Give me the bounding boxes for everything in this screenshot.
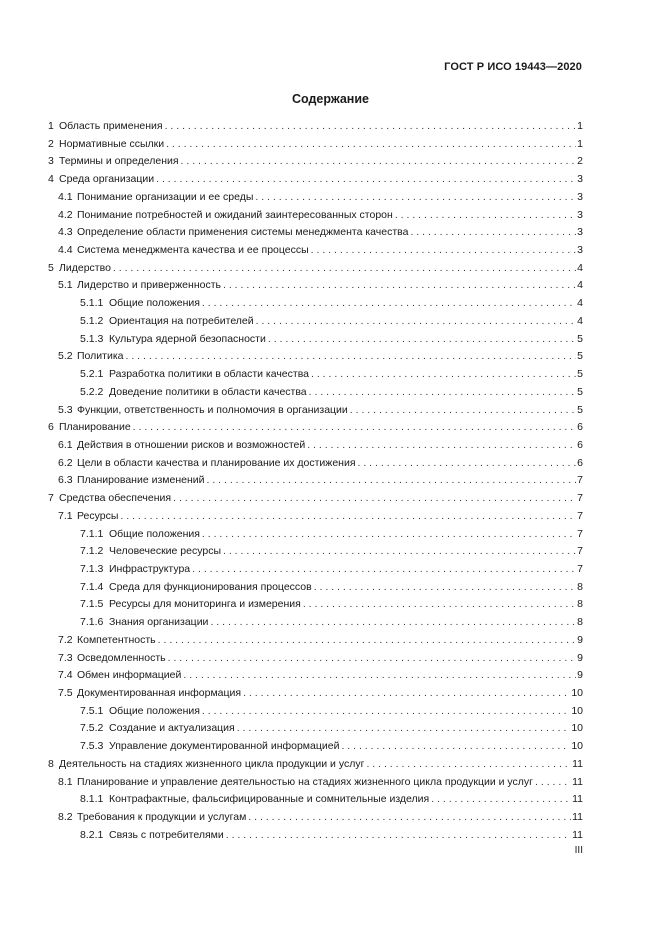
toc-entry-page: 3 (577, 173, 583, 186)
toc-entry-number: 4.1 (58, 190, 73, 203)
toc-entry-page: 1 (577, 137, 583, 150)
toc-entry-page: 1 (577, 120, 583, 132)
toc-entry-number: 7.4 (58, 669, 73, 682)
toc-entry-page: 4 (577, 279, 583, 292)
toc-entry-page: 7 (577, 509, 583, 522)
toc-entry[interactable] (48, 333, 583, 351)
toc-entry-page: 7 (577, 527, 583, 540)
toc-entry-page: 7 (577, 474, 583, 487)
toc-entry[interactable] (48, 155, 583, 173)
toc-entry-page: 11 (572, 811, 583, 824)
toc-entry[interactable] (48, 457, 583, 475)
toc-entry-label: Нормативные ссылки (59, 137, 165, 150)
toc-entry-number: 8.2.1 (80, 828, 104, 841)
toc-entry[interactable] (48, 598, 583, 616)
toc-entry[interactable] (48, 528, 583, 546)
toc-entry-number: 7.5.3 (80, 740, 104, 753)
toc-leader-dots (235, 722, 571, 734)
toc-entry-number: 8.2 (58, 811, 73, 824)
toc-entry-number: 8 (48, 757, 54, 770)
toc-entry-number: 7.1 (58, 509, 73, 522)
toc-entry-number: 7.1.3 (80, 562, 104, 575)
toc-entry-number: 4.3 (58, 226, 73, 239)
toc-entry-number: 8.1 (58, 775, 73, 788)
toc-entry-label: Инфраструктура (109, 562, 191, 575)
toc-entry-label: Лидерство (59, 261, 111, 274)
toc-leader-dots (309, 244, 576, 256)
toc-entry[interactable] (48, 616, 583, 634)
toc-entry-label: Планирование (59, 421, 131, 434)
toc-leader-dots (131, 421, 576, 433)
toc-entry-page: 5 (577, 350, 583, 363)
toc-entry-label: Планирование и управление деятельностью на стадиях жизненного цикла продукции и услуг (77, 775, 534, 788)
toc-entry-number: 5.2.2 (80, 385, 104, 398)
toc-leader-dots (118, 510, 576, 522)
toc-leader-dots (124, 350, 577, 362)
toc-entry-number: 5.2.1 (80, 368, 104, 381)
toc-leader-dots (253, 191, 576, 203)
toc-entry-number: 5.1.2 (80, 314, 104, 327)
toc-entry-number: 4.4 (58, 244, 73, 257)
toc-entry[interactable] (48, 652, 583, 670)
toc-entry-number: 7.5 (58, 687, 73, 699)
toc-entry-label: Область применения (59, 120, 163, 132)
toc-leader-dots (200, 528, 576, 540)
toc-leader-dots (221, 545, 576, 557)
toc-entry-number: 8.1.1 (80, 793, 104, 806)
toc-entry[interactable] (48, 687, 583, 705)
toc-entry-number: 7.1.1 (80, 527, 104, 540)
toc-entry-label: Средства обеспечения (59, 492, 172, 505)
toc-entry-number: 5.3 (58, 403, 73, 416)
toc-entry-label: Управление документированной информацией (109, 740, 340, 753)
toc-leader-dots (348, 404, 576, 416)
toc-entry-label: Деятельность на стадиях жизненного цикла продукции и услуг (59, 757, 365, 770)
toc-leader-dots (312, 581, 576, 593)
toc-entry-label: Доведение политики в области качества (109, 385, 307, 398)
toc-entry-label: Контрафактные, фальсифицированные и сомнительные изделия (109, 793, 430, 806)
toc-entry-page: 11 (572, 757, 583, 770)
page-number: III (574, 845, 583, 856)
toc-entry-number: 6 (48, 421, 54, 434)
toc-entry-page: 10 (571, 722, 583, 735)
toc-entry-page: 10 (571, 740, 583, 753)
toc-entry-label: Система менеджмента качества и ее процессы (77, 244, 309, 257)
toc-entry-page: 6 (577, 456, 583, 469)
toc-entry-label: Действия в отношении рисков и возможностей (77, 438, 306, 451)
toc-entry[interactable] (48, 368, 583, 386)
toc-entry[interactable] (48, 297, 583, 315)
toc-entry[interactable] (48, 244, 583, 262)
toc-leader-dots (254, 315, 577, 327)
toc-entry-page: 9 (577, 633, 583, 646)
toc-entry-label: Человеческие ресурсы (109, 545, 221, 558)
toc-entry-label: Осведомленность (77, 651, 166, 664)
toc-leader-dots (154, 173, 576, 185)
toc-entry-page: 11 (572, 793, 583, 806)
document-code: ГОСТ Р ИСО 19443—2020 (444, 61, 582, 73)
toc-entry[interactable] (48, 758, 583, 776)
toc-entry-label: Определение области применения системы менеджмента качества (77, 226, 409, 239)
toc-leader-dots (339, 740, 570, 752)
toc-entry[interactable] (48, 545, 583, 563)
toc-entry-page: 7 (577, 545, 583, 558)
toc-entry-number: 5 (48, 261, 54, 274)
toc-entry-label: Общие положения (109, 297, 200, 310)
toc-entry[interactable] (48, 563, 583, 581)
toc-entry-page: 8 (577, 580, 583, 593)
toc-entry-number: 5.1.1 (80, 297, 104, 310)
toc-entry[interactable] (48, 669, 583, 687)
toc-entry[interactable] (48, 634, 583, 652)
toc-entry-label: Культура ядерной безопасности (109, 332, 266, 345)
toc-entry[interactable] (48, 404, 583, 422)
toc-leader-dots (301, 598, 576, 610)
toc-leader-dots (429, 793, 571, 805)
toc-leader-dots (408, 226, 576, 238)
toc-entry[interactable] (48, 581, 583, 599)
toc-entry[interactable] (48, 776, 583, 794)
toc-entry-page: 9 (577, 651, 583, 664)
toc-entry-page: 10 (571, 704, 583, 717)
toc-entry-label: Связь с потребителями (109, 828, 224, 841)
toc-leader-dots (200, 297, 576, 309)
toc-entry-label: Обмен информацией (77, 669, 182, 682)
toc-entry-label: Общие положения (109, 527, 200, 540)
toc-entry-page: 2 (577, 155, 583, 168)
toc-leader-dots (224, 829, 571, 841)
toc-entry[interactable] (48, 191, 583, 209)
toc-entry-label: Планирование изменений (77, 474, 205, 487)
toc-entry[interactable] (48, 209, 583, 227)
toc-entry-number: 4 (48, 173, 54, 186)
toc-leader-dots (307, 386, 577, 398)
toc-entry-number: 6.2 (58, 456, 73, 469)
toc-entry-label: Понимание потребностей и ожиданий заинтересованных сторон (77, 208, 393, 221)
toc-entry-page: 4 (577, 314, 583, 327)
toc-entry-label: Политика (77, 350, 124, 363)
toc-entry-number: 7.5.2 (80, 722, 104, 735)
toc-leader-dots (171, 492, 576, 504)
toc-entry-number: 7.2 (58, 633, 73, 646)
toc-entry-page: 7 (577, 562, 583, 575)
toc-entry-page: 9 (577, 669, 583, 682)
toc-entry[interactable] (48, 262, 583, 280)
toc-entry-page: 5 (577, 368, 583, 381)
toc-entry-number: 1 (48, 120, 54, 132)
toc-entry-label: Среда для функционирования процессов (109, 580, 312, 593)
toc-entry-label: Компетентность (77, 633, 156, 646)
toc-entry-number: 7.1.2 (80, 545, 104, 558)
toc-entry-number: 7.1.5 (80, 598, 104, 611)
toc-leader-dots (208, 616, 576, 628)
toc-entry[interactable] (48, 315, 583, 333)
toc-entry-page: 3 (577, 244, 583, 257)
toc-entry[interactable] (48, 386, 583, 404)
toc-entry-number: 7 (48, 492, 54, 505)
toc-leader-dots (156, 634, 576, 646)
toc-entry-page: 5 (577, 403, 583, 416)
toc-entry[interactable] (48, 510, 583, 528)
toc-entry[interactable] (48, 793, 583, 811)
toc-leader-dots (364, 758, 571, 770)
toc-entry-page: 3 (577, 226, 583, 239)
toc-entry-number: 6.3 (58, 474, 73, 487)
toc-entry-number: 2 (48, 137, 54, 150)
toc-entry-page: 6 (577, 438, 583, 451)
toc-leader-dots (111, 262, 576, 274)
toc-leader-dots (179, 155, 577, 167)
toc-entry-number: 4.2 (58, 208, 73, 221)
toc-entry-label: Понимание организации и ее среды (77, 190, 254, 203)
toc-entry-page: 3 (577, 190, 583, 203)
toc-entry-page: 8 (577, 598, 583, 611)
toc-entry-number: 7.1.4 (80, 580, 104, 593)
toc-entry[interactable] (48, 173, 583, 191)
toc-entry-page: 3 (577, 208, 583, 221)
toc-leader-dots (181, 669, 576, 681)
toc-entry-page: 4 (577, 261, 583, 274)
toc-entry-page: 8 (577, 616, 583, 629)
toc-entry-label: Общие положения (109, 704, 200, 717)
toc-entry-number: 5.1.3 (80, 332, 104, 345)
toc-entry[interactable] (48, 740, 583, 758)
toc-entry-label: Термины и определения (59, 155, 179, 168)
toc-leader-dots (533, 776, 571, 788)
toc-entry-number: 7.1.6 (80, 616, 104, 629)
toc-leader-dots (204, 474, 576, 486)
toc-entry-label: Документированная информация (77, 687, 242, 699)
toc-entry-page: 10 (571, 687, 583, 699)
toc-entry[interactable] (48, 120, 583, 138)
toc-entry-number: 5.2 (58, 350, 73, 363)
toc-entry-page: 5 (577, 332, 583, 345)
toc-entry-label: Ресурсы для мониторинга и измерения (109, 598, 301, 611)
toc-entry-page: 7 (577, 492, 583, 505)
toc-entry-page: 4 (577, 297, 583, 310)
toc-leader-dots (246, 811, 571, 823)
toc-entry-label: Среда организации (59, 173, 155, 186)
toc-entry[interactable] (48, 829, 583, 847)
toc-leader-dots (266, 333, 576, 345)
toc-leader-dots (309, 368, 576, 380)
toc-entry[interactable] (48, 492, 583, 510)
toc-entry-number: 6.1 (58, 438, 73, 451)
page-title: Содержание (291, 92, 369, 106)
toc-entry[interactable] (48, 474, 583, 492)
toc-entry-number: 3 (48, 155, 54, 168)
toc-leader-dots (200, 705, 570, 717)
toc-entry-label: Разработка политики в области качества (109, 368, 310, 381)
toc-entry-page: 11 (572, 775, 583, 788)
toc-entry[interactable] (48, 722, 583, 740)
toc-entry[interactable] (48, 421, 583, 439)
toc-entry-number: 5.1 (58, 279, 73, 292)
toc-entry-page: 6 (577, 421, 583, 434)
toc-entry-label: Функции, ответственность и полномочия в организации (77, 403, 348, 416)
toc-entry-number: 7.3 (58, 651, 73, 664)
toc-leader-dots (305, 439, 576, 451)
toc-leader-dots (164, 138, 576, 150)
toc-entry-label: Знания организации (109, 616, 209, 629)
toc-entry[interactable] (48, 279, 583, 297)
toc-leader-dots (190, 563, 576, 575)
toc-entry[interactable] (48, 439, 583, 457)
toc-entry-label: Цели в области качества и планирование их достижения (77, 456, 356, 469)
toc-entry-page: 5 (577, 385, 583, 398)
toc-leader-dots (241, 687, 570, 699)
toc-entry-label: Ориентация на потребителей (109, 314, 254, 327)
toc-entry-number: 7.5.1 (80, 704, 104, 717)
toc-leader-dots (221, 279, 576, 291)
toc-entry-label: Лидерство и приверженность (77, 279, 221, 292)
toc-entry-label: Ресурсы (77, 509, 119, 522)
toc-leader-dots (393, 209, 576, 221)
toc-leader-dots (356, 457, 577, 469)
toc-entry[interactable] (48, 811, 583, 829)
toc-entry-label: Требования к продукции и услугам (77, 811, 247, 824)
toc-leader-dots (163, 120, 577, 132)
toc-entry[interactable] (48, 705, 583, 723)
toc-leader-dots (166, 652, 577, 664)
table-of-contents (48, 120, 583, 846)
toc-entry[interactable] (48, 138, 583, 156)
toc-entry[interactable] (48, 350, 583, 368)
toc-entry[interactable] (48, 226, 583, 244)
toc-entry-page: 11 (572, 828, 583, 841)
toc-entry-label: Создание и актуализация (109, 722, 235, 735)
